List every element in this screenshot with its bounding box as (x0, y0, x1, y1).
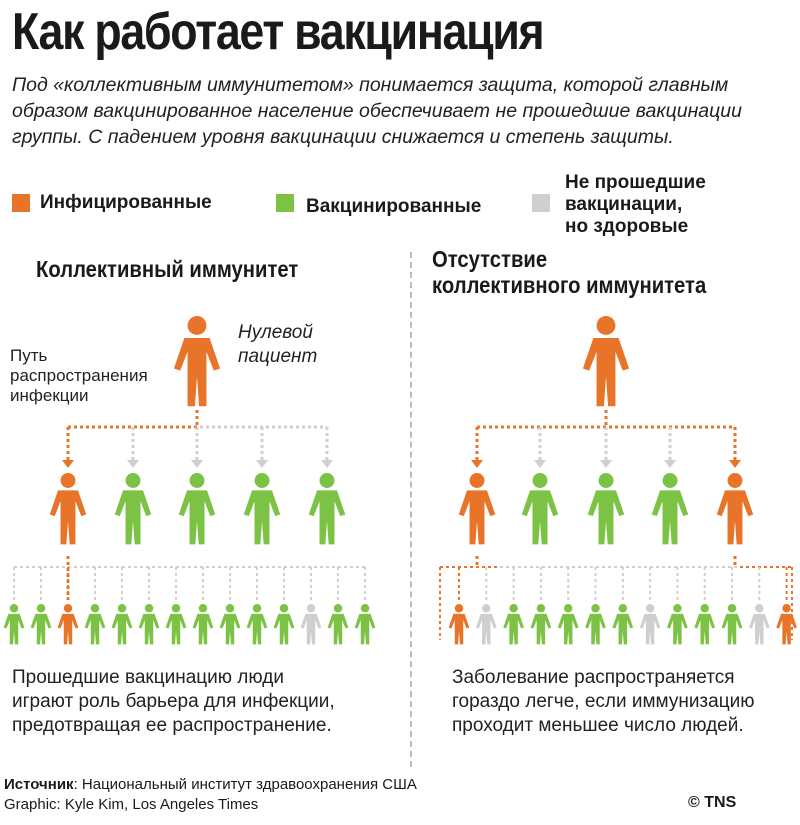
right-row2-person (749, 604, 770, 644)
left-row1-person (179, 473, 216, 544)
right-row1-person (588, 473, 625, 544)
legend-healthy-line-2: вакцинации, (565, 194, 683, 215)
right-row2-person (449, 604, 470, 644)
legend-healthy-line-1: Не прошедшие (565, 172, 706, 193)
right-row2-person (776, 604, 797, 644)
source-text: : Национальный институт здравоохранения США (73, 776, 417, 793)
right-row2-person (558, 604, 579, 644)
left-row2-person (274, 604, 295, 644)
left-row1-person (50, 473, 87, 544)
left-row2-person (220, 604, 241, 644)
right-row1-arrow (729, 460, 741, 468)
left-row1-arrow (62, 460, 74, 468)
left-row2-person (301, 604, 322, 644)
right-row2-person (503, 604, 524, 644)
patient-label-line-2: пациент (238, 346, 318, 367)
right-row1-arrow (664, 460, 676, 468)
copyright: © TNS (688, 794, 737, 811)
left-caption-line-3: предотвращая ее распространение. (12, 715, 332, 736)
legend-healthy-line-3: но здоровые (565, 216, 689, 237)
left-row2-person (112, 604, 133, 644)
right-row2-person (476, 604, 497, 644)
right-caption-line-2: гораздо легче, если иммунизацию (452, 691, 755, 712)
right-patient-zero-figure (583, 316, 629, 406)
left-diagram (4, 316, 376, 644)
left-row1-person (244, 473, 281, 544)
legend-vaccinated-label: Вакцинированные (306, 196, 482, 217)
left-row2-person (247, 604, 268, 644)
right-row2-person (640, 604, 661, 644)
left-row1-arrow (256, 460, 268, 468)
right-row1-person (652, 473, 689, 544)
page-title: Как работает вакцинация (12, 3, 544, 61)
right-row1-arrow (471, 460, 483, 468)
left-section-title: Коллективный иммунитет (36, 256, 299, 282)
path-label-line-3: инфекции (10, 386, 89, 405)
left-row2-person (139, 604, 160, 644)
source-credit (4, 776, 417, 793)
left-caption-line-2: играют роль барьера для инфекции, (12, 691, 335, 712)
right-row2-person (531, 604, 552, 644)
left-row2-person (193, 604, 214, 644)
right-row1-person (459, 473, 496, 544)
right-row1-person (717, 473, 754, 544)
legend-infected-label: Инфицированные (40, 192, 212, 213)
left-caption (12, 666, 335, 738)
right-row1-arrow (600, 460, 612, 468)
left-row1-arrow (321, 460, 333, 468)
right-title-line-2: коллективного иммунитета (432, 272, 707, 298)
right-row2-person (667, 604, 688, 644)
left-row1-person (309, 473, 346, 544)
left-row2-person (4, 604, 25, 644)
patient-label-line-1: Нулевой (238, 322, 313, 343)
left-row2-person (31, 604, 52, 644)
patient-zero-figure (174, 316, 220, 406)
graphic-credit: Graphic: Kyle Kim, Los Angeles Times (4, 796, 259, 813)
right-caption-line-1: Заболевание распространяется (452, 667, 735, 688)
right-row2-person (585, 604, 606, 644)
intro-text: Под «коллективным иммунитетом» понимается защита, которой главным образом вакцинированное население обеспечивает не прошедшие вакцинации группы. С падением уровня вакцинации снижается и степень защиты. (12, 74, 742, 148)
right-row2-person (722, 604, 743, 644)
left-row2-person (355, 604, 376, 644)
left-row2-person (328, 604, 349, 644)
left-row2-person (85, 604, 106, 644)
right-row1-arrow (534, 460, 546, 468)
right-row1-person (522, 473, 559, 544)
left-row1-person (115, 473, 152, 544)
left-row1-arrow (191, 460, 203, 468)
path-label-line-1: Путь (10, 346, 48, 365)
right-title-line-1: Отсутствие (432, 246, 548, 272)
left-row2-person (58, 604, 79, 644)
right-row2-person (612, 604, 633, 644)
right-caption (452, 666, 754, 738)
right-row2-person (694, 604, 715, 644)
right-caption-line-3: проходит меньшее число людей. (452, 715, 744, 736)
left-caption-line-1: Прошедшие вакцинацию люди (12, 667, 284, 688)
path-label-line-2: распространения (10, 366, 148, 385)
left-row1-arrow (127, 460, 139, 468)
left-row2-person (166, 604, 187, 644)
right-diagram (440, 316, 797, 644)
source-label: Источник (4, 776, 74, 793)
